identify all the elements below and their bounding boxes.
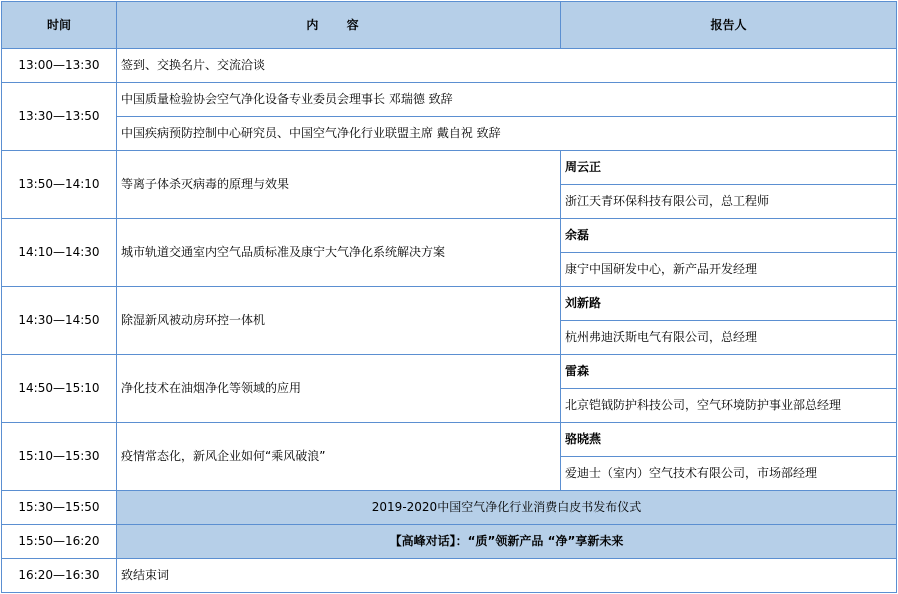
content-cell: 城市轨道交通室内空气品质标准及康宁大气净化系统解决方案 bbox=[117, 219, 561, 287]
table-row bbox=[2, 49, 897, 83]
dialogue-banner: 【高峰对话】：“质”领新产品 “净”享新未来 bbox=[117, 525, 897, 559]
table-row bbox=[2, 491, 897, 525]
time-cell: 15:50—16:20 bbox=[2, 525, 117, 559]
speaker-title: 浙江天青环保科技有限公司，总工程师 bbox=[561, 185, 897, 219]
speaker-title: 杭州弗迪沃斯电气有限公司，总经理 bbox=[561, 321, 897, 355]
speaker-name: 刘新路 bbox=[561, 287, 897, 321]
time-cell: 14:50—15:10 bbox=[2, 355, 117, 423]
time-cell: 14:30—14:50 bbox=[2, 287, 117, 355]
agenda-table bbox=[1, 1, 897, 593]
header-content: 内 容 bbox=[117, 2, 561, 49]
table-row bbox=[2, 423, 897, 457]
table-row bbox=[2, 83, 897, 117]
time-cell: 15:10—15:30 bbox=[2, 423, 117, 491]
content-cell: 等离子体杀灭病毒的原理与效果 bbox=[117, 151, 561, 219]
header-speaker: 报告人 bbox=[561, 2, 897, 49]
table-row bbox=[2, 117, 897, 151]
speaker-name: 周云正 bbox=[561, 151, 897, 185]
speaker-name: 骆晓燕 bbox=[561, 423, 897, 457]
time-cell: 13:50—14:10 bbox=[2, 151, 117, 219]
time-cell: 14:10—14:30 bbox=[2, 219, 117, 287]
content-cell: 中国质量检验协会空气净化设备专业委员会理事长 邓瑞德 致辞 bbox=[117, 83, 897, 117]
content-cell: 致结束词 bbox=[117, 559, 897, 593]
table-row bbox=[2, 525, 897, 559]
content-cell: 疫情常态化，新风企业如何“乘风破浪” bbox=[117, 423, 561, 491]
speaker-title: 爱迪士（室内）空气技术有限公司，市场部经理 bbox=[561, 457, 897, 491]
header-time: 时间 bbox=[2, 2, 117, 49]
time-cell: 15:30—15:50 bbox=[2, 491, 117, 525]
content-cell: 净化技术在油烟净化等领域的应用 bbox=[117, 355, 561, 423]
time-cell: 16:20—16:30 bbox=[2, 559, 117, 593]
content-cell: 签到、交换名片、交流洽谈 bbox=[117, 49, 897, 83]
table-row bbox=[2, 151, 897, 185]
table-row bbox=[2, 287, 897, 321]
content-cell: 除湿新风被动房环控一体机 bbox=[117, 287, 561, 355]
header-row bbox=[2, 2, 897, 49]
table-row bbox=[2, 559, 897, 593]
ceremony-banner: 2019-2020中国空气净化行业消费白皮书发布仪式 bbox=[117, 491, 897, 525]
table-row bbox=[2, 219, 897, 253]
time-cell: 13:30—13:50 bbox=[2, 83, 117, 151]
content-cell: 中国疾病预防控制中心研究员、中国空气净化行业联盟主席 戴自祝 致辞 bbox=[117, 117, 897, 151]
table-row bbox=[2, 355, 897, 389]
speaker-title: 康宁中国研发中心，新产品开发经理 bbox=[561, 253, 897, 287]
time-cell: 13:00—13:30 bbox=[2, 49, 117, 83]
speaker-title: 北京铠钺防护科技公司，空气环境防护事业部总经理 bbox=[561, 389, 897, 423]
speaker-name: 雷森 bbox=[561, 355, 897, 389]
speaker-name: 余磊 bbox=[561, 219, 897, 253]
